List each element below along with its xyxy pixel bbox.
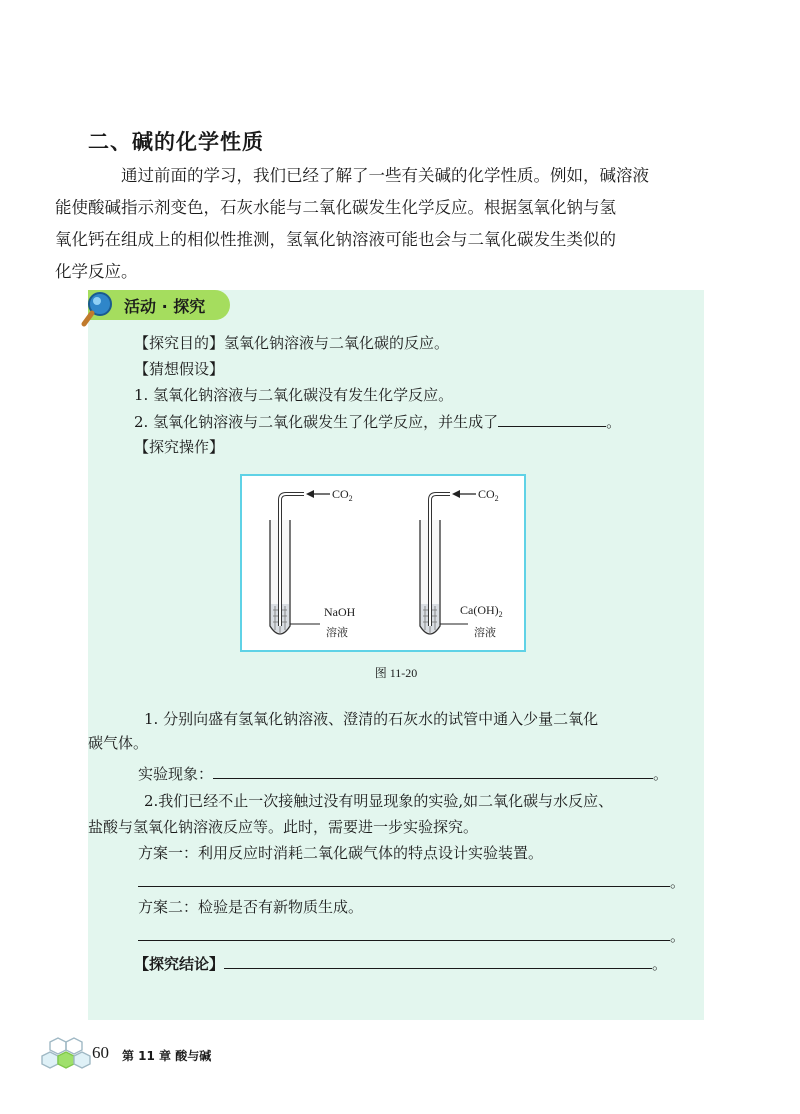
intro-paragraph xyxy=(55,160,708,288)
plan1-answer-line: 。 xyxy=(138,870,685,893)
section-title: 二、碱的化学性质 xyxy=(88,130,264,154)
plan2-line: 方案二：检验是否有新物质生成。 xyxy=(138,898,364,916)
conclusion-blank[interactable] xyxy=(224,952,652,969)
purpose-line: 【探究目的】氢氧化钠溶液与二氧化碳的反应。 xyxy=(134,334,450,352)
plan1-line: 方案一：利用反应时消耗二氧化碳气体的特点设计实验装置。 xyxy=(138,844,544,862)
plan2-blank[interactable] xyxy=(138,924,670,941)
activity-panel xyxy=(88,290,704,1020)
footer-decoration xyxy=(0,1030,800,1114)
hypothesis-2: 2. 氢氧化钠溶液与二氧化碳发生了化学反应，并生成了 。 xyxy=(134,410,621,433)
intro-line: 通过前面的学习，我们已经了解了一些有关碱的化学性质。例如，碱溶液 能使酸碱指示剂变色，石灰水能与二氧化碳发生化学反应。根据氢氧化钠与氢 氧化钙在组成上的相似性推测，氢氧化钠溶液可能也会与二氧化碳发生类似的 化学反应。 xyxy=(55,166,649,281)
page-number: 60 xyxy=(92,1043,109,1062)
step1-line2: 碳气体。 xyxy=(88,734,149,752)
limewater-test-tube xyxy=(420,494,450,634)
phenomenon-line: 实验现象： 。 xyxy=(138,762,668,785)
activity-title: 活动 · 探究 xyxy=(124,297,206,316)
answer-blank[interactable] xyxy=(498,410,606,427)
left-solution-word: 溶液 xyxy=(326,626,348,639)
plan2-answer-line: 。 xyxy=(138,924,685,947)
naoh-test-tube xyxy=(270,494,304,634)
step2-line2: 盐酸与氢氧化钠溶液反应等。此时，需要进一步实验探究。 xyxy=(88,818,479,836)
phenomenon-blank[interactable] xyxy=(213,762,653,779)
left-gas-label: $CO_2$ xyxy=(332,487,353,503)
right-solution-name: $Ca(OH)_2$ xyxy=(460,603,503,619)
plan1-blank[interactable] xyxy=(138,870,670,887)
test-tube-diagram xyxy=(242,476,524,650)
chapter-label: 第 11 章 酸与碱 xyxy=(122,1049,212,1063)
hypothesis-heading: 【猜想假设】 xyxy=(134,360,225,378)
right-solution-word: 溶液 xyxy=(474,626,496,639)
figure-caption: 图 11-20 xyxy=(374,666,418,680)
left-solution-name: NaOH xyxy=(324,605,356,619)
magnifier-icon xyxy=(80,288,120,328)
step2-line1: 2.我们已经不止一次接触过没有明显现象的实验,如二氧化碳与水反应、 xyxy=(144,792,614,810)
step1-line1: 1. 分别向盛有氢氧化钠溶液、澄清的石灰水的试管中通入少量二氧化 xyxy=(144,710,599,728)
hypothesis-1: 1. 氢氧化钠溶液与二氧化碳没有发生化学反应。 xyxy=(134,386,454,404)
operation-heading: 【探究操作】 xyxy=(134,438,225,456)
test-tube-figure xyxy=(240,474,526,652)
conclusion-line: 【探究结论】 。 xyxy=(134,952,667,975)
right-gas-label: $CO_2$ xyxy=(478,487,499,503)
